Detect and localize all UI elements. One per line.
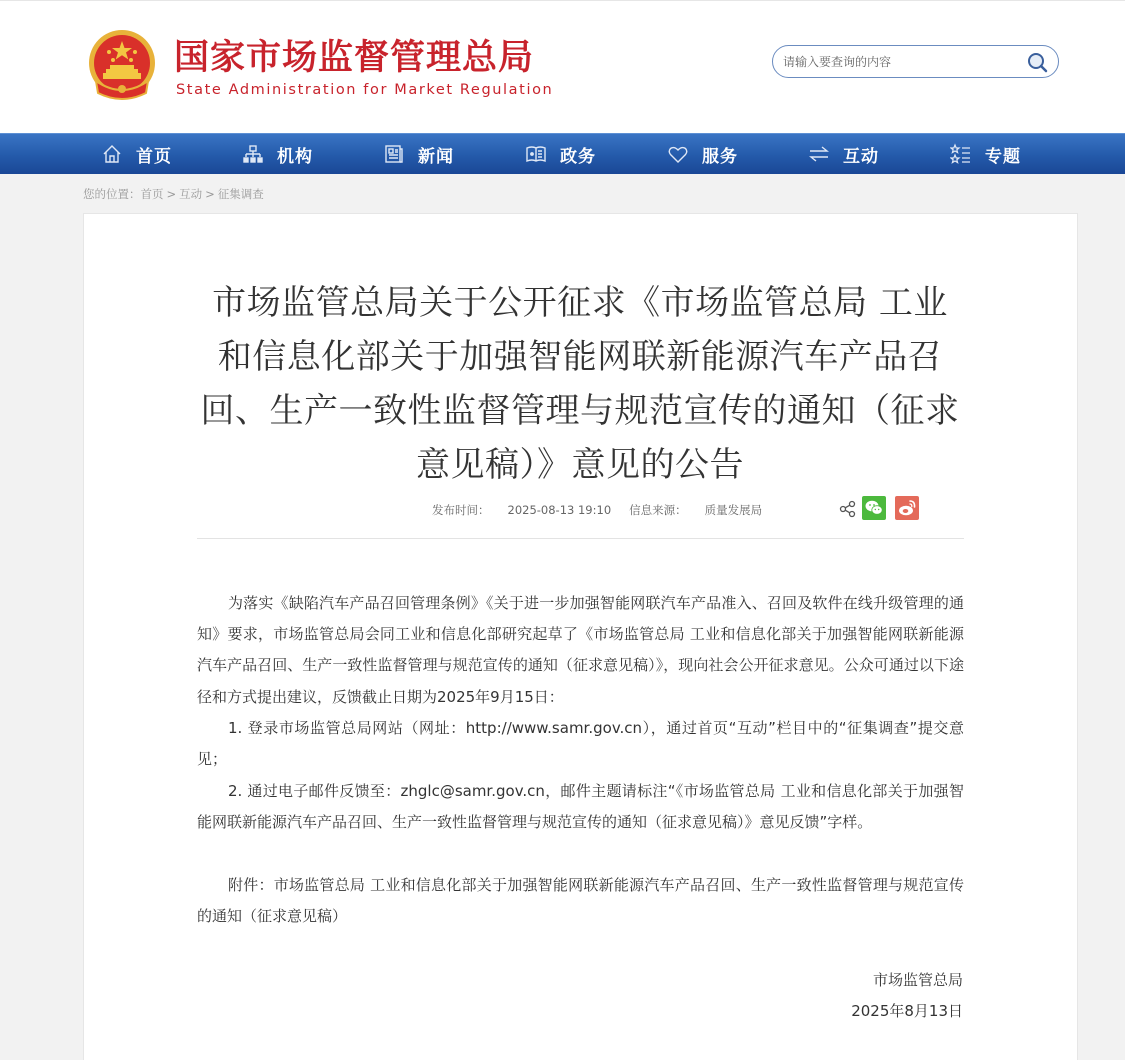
weibo-icon [895, 496, 919, 520]
wechat-icon [862, 496, 886, 520]
nav-label: 机构 [277, 146, 313, 167]
nav-item-home[interactable] [101, 134, 172, 174]
search-input[interactable] [783, 52, 1013, 72]
article-paragraph-intro: 为落实《缺陷汽车产品召回管理条例》《关于进一步加强智能网联汽车产品准入、召回及软件在线升级管理的通知》要求，市场监管总局会同工业和信息化部研究起草了《市场监管总局 工业和信息化部关于加强智能网联新能源汽车产品召回、生产一致性监督管理与规范宣传的通知（征求意见稿）》，现向社会公开征求意见。公众可通过以下途径和方式提出建议，反馈截止日期为2025年9月15日： [197, 594, 964, 706]
article-paragraph-method-1: 1. 登录市场监管总局网站（网址：http://www.samr.gov.cn），通过首页“互动”栏目中的“征集调查”提交意见； [197, 719, 964, 769]
publish-time-value: 2025-08-13 19:10 [507, 503, 612, 517]
signature-organization: 市场监管总局 [872, 971, 963, 989]
breadcrumb [83, 186, 264, 202]
wechat-share-button[interactable] [862, 496, 886, 520]
nav-label: 新闻 [418, 146, 454, 167]
search-icon[interactable] [1026, 51, 1048, 73]
breadcrumb-interaction[interactable]: 互动 [179, 187, 203, 201]
newspaper-icon [383, 143, 405, 165]
nav-item-news[interactable] [383, 134, 454, 174]
nav-item-government-affairs[interactable] [525, 134, 596, 174]
heart-icon [667, 143, 689, 165]
weibo-share-button[interactable] [895, 496, 919, 520]
nav-item-services[interactable] [667, 134, 738, 174]
nav-item-interaction[interactable] [808, 134, 879, 174]
article-paragraph-method-2: 2. 通过电子邮件反馈至：zhglc@samr.gov.cn，邮件主题请标注“《市场监管总局 工业和信息化部关于加强智能网联新能源汽车产品召回、生产一致性监督管理与规范宣传的通知（征求意见稿）》意见反馈”字样。 [197, 782, 964, 832]
search-box [772, 45, 1059, 78]
breadcrumb-home[interactable]: 首页 [140, 187, 164, 201]
breadcrumb-separator: > [166, 187, 177, 201]
publish-time-label: 发布时间： [432, 503, 490, 517]
source [629, 503, 762, 517]
site-title-chinese[interactable]: 国家市场监督管理总局 [174, 38, 535, 78]
org-chart-icon [242, 143, 264, 165]
home-icon [101, 143, 123, 165]
main-nav [0, 133, 1125, 174]
nav-label: 服务 [702, 146, 738, 167]
site-title-english: State Administration for Market Regulation [176, 82, 554, 98]
nav-label: 首页 [136, 146, 172, 167]
breadcrumb-separator: > [205, 187, 215, 201]
site-header [0, 0, 1125, 133]
source-label: 信息来源： [629, 503, 687, 517]
article-meta [432, 502, 762, 518]
nav-item-topics[interactable] [950, 134, 1021, 174]
source-value: 质量发展局 [704, 503, 763, 517]
star-list-icon [950, 143, 972, 165]
article-title: 市场监管总局关于公开征求《市场监管总局 工业和信息化部关于加强智能网联新能源汽车产品召回、生产一致性监督管理与规范宣传的通知（征求意见稿）》意见的公告 [200, 283, 960, 485]
share-icon[interactable] [839, 500, 857, 518]
article-attachment[interactable]: 附件：市场监管总局 工业和信息化部关于加强智能网联新能源汽车产品召回、生产一致性监督管理与规范宣传的通知（征求意见稿） [197, 876, 964, 926]
nav-label: 政务 [560, 146, 596, 167]
national-emblem-icon[interactable] [86, 29, 158, 105]
nav-item-organization[interactable] [242, 134, 313, 174]
publish-time [432, 503, 611, 517]
nav-label: 专题 [985, 146, 1021, 167]
nav-label: 互动 [843, 146, 879, 167]
breadcrumb-survey[interactable]: 征集调查 [217, 187, 264, 201]
breadcrumb-prefix: 您的位置： [83, 187, 141, 201]
signature-date: 2025年8月13日 [851, 1002, 963, 1020]
title-divider [197, 538, 964, 539]
book-icon [525, 143, 547, 165]
exchange-arrows-icon [808, 143, 830, 165]
